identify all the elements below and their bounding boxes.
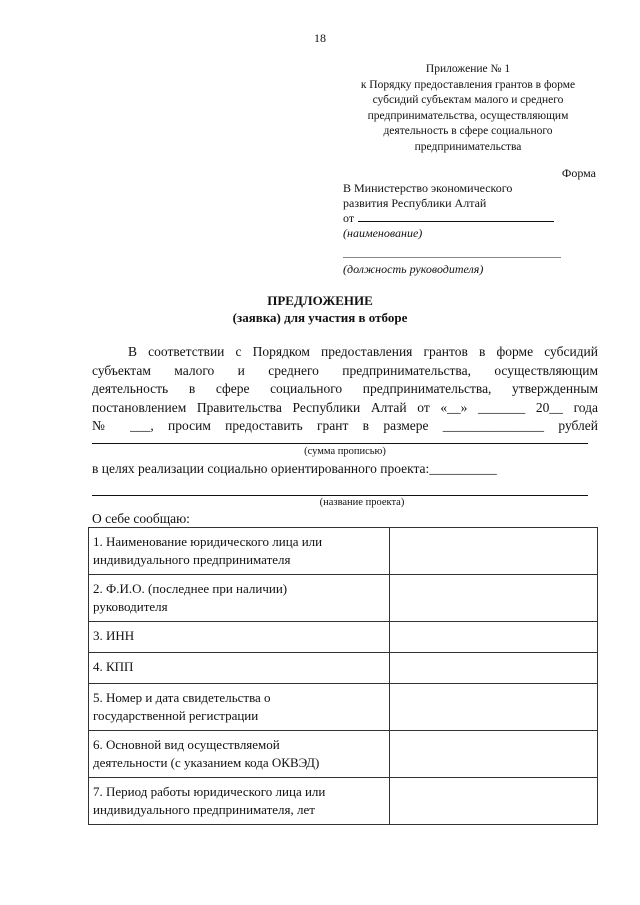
addressee-line: В Министерство экономического [343, 181, 513, 195]
title-line: ПРЕДЛОЖЕНИЕ [267, 293, 373, 308]
purpose-line: в целях реализации социально ориентированного проекта:__________ [92, 461, 497, 476]
cell-text: индивидуального предпринимателя [93, 552, 291, 567]
table-row [89, 731, 598, 778]
table-cell-label [89, 528, 390, 575]
main-paragraph [92, 343, 598, 436]
info-table [88, 527, 598, 825]
appendix-line: деятельность в сфере социального [383, 125, 553, 137]
title-subline: (заявка) для участия в отборе [232, 310, 408, 325]
table-row [89, 778, 598, 825]
appendix-header [330, 62, 606, 155]
table-cell-label [89, 731, 390, 778]
about-label: О себе сообщаю: [92, 511, 190, 526]
from-fill-line [358, 210, 554, 222]
project-caption: (название проекта) [319, 497, 405, 508]
paragraph-line: постановлением Правительства Республики Алтай от «__» _______ 20__ года [92, 399, 598, 415]
table-cell-value[interactable] [390, 575, 598, 622]
table-cell-value[interactable] [390, 731, 598, 778]
addressee-line: развития Республики Алтай [343, 195, 487, 210]
appendix-line: предпринимательства, осуществляющим [367, 109, 569, 122]
appendix-line: субсидий субъектам малого и среднего [372, 94, 564, 106]
position-fill-line [343, 257, 561, 258]
table-cell-label [89, 653, 390, 684]
cell-text: 4. КПП [93, 659, 134, 674]
page-number: 18 [314, 31, 326, 45]
table-cell-label [89, 684, 390, 731]
table-cell-value[interactable] [390, 684, 598, 731]
table-row [89, 622, 598, 653]
table-cell-label [89, 778, 390, 825]
paragraph-line: В соответствии с Порядком предоставления грантов в форме субсидий [128, 344, 598, 359]
cell-text: 1. Наименование юридического лица или [93, 534, 323, 549]
cell-text: 7. Период работы юридического лица или [93, 784, 326, 799]
paragraph-line: № ___, просим предоставить грант в размере _______________ рублей [92, 418, 598, 433]
cell-text: 5. Номер и дата свидетельства о [93, 690, 271, 705]
appendix-line: Приложение № 1 [425, 63, 511, 75]
amount-fill-line [92, 443, 588, 444]
table-row [89, 653, 598, 684]
table-cell-label [89, 575, 390, 622]
cell-text: деятельности (с указанием кода ОКВЭД) [93, 755, 320, 770]
from-label: от [343, 211, 355, 225]
cell-text: 3. ИНН [93, 628, 135, 643]
table-cell-value[interactable] [390, 653, 598, 684]
paragraph-line: деятельность в сфере социального предпринимательства, утвержденным [92, 381, 598, 396]
cell-text: 2. Ф.И.О. (последнее при наличии) [93, 581, 288, 596]
project-fill-line [92, 495, 588, 496]
document-title [0, 292, 640, 326]
table-cell-label [89, 622, 390, 653]
name-hint: (наименование) [343, 225, 423, 240]
cell-text: руководителя [93, 599, 168, 614]
table-row [89, 575, 598, 622]
appendix-line: предпринимательства [414, 140, 522, 153]
appendix-line: к Порядку предоставления грантов в форме [360, 78, 576, 91]
addressee-block [343, 181, 554, 277]
cell-text: индивидуального предпринимателя, лет [93, 802, 315, 817]
cell-text: государственной регистрации [93, 708, 259, 723]
paragraph-line: субъектам малого и среднего предпринимательства, осуществляющим [92, 362, 598, 378]
table-cell-value[interactable] [390, 528, 598, 575]
cell-text: 6. Основной вид осуществляемой [93, 737, 280, 752]
table-cell-value[interactable] [390, 622, 598, 653]
from-row [343, 210, 554, 226]
amount-caption: (сумма прописью) [304, 446, 386, 457]
table-row [89, 528, 598, 575]
table-row [89, 684, 598, 731]
form-label: Форма [561, 166, 596, 180]
position-hint: (должность руководителя) [343, 262, 484, 276]
table-cell-value[interactable] [390, 778, 598, 825]
